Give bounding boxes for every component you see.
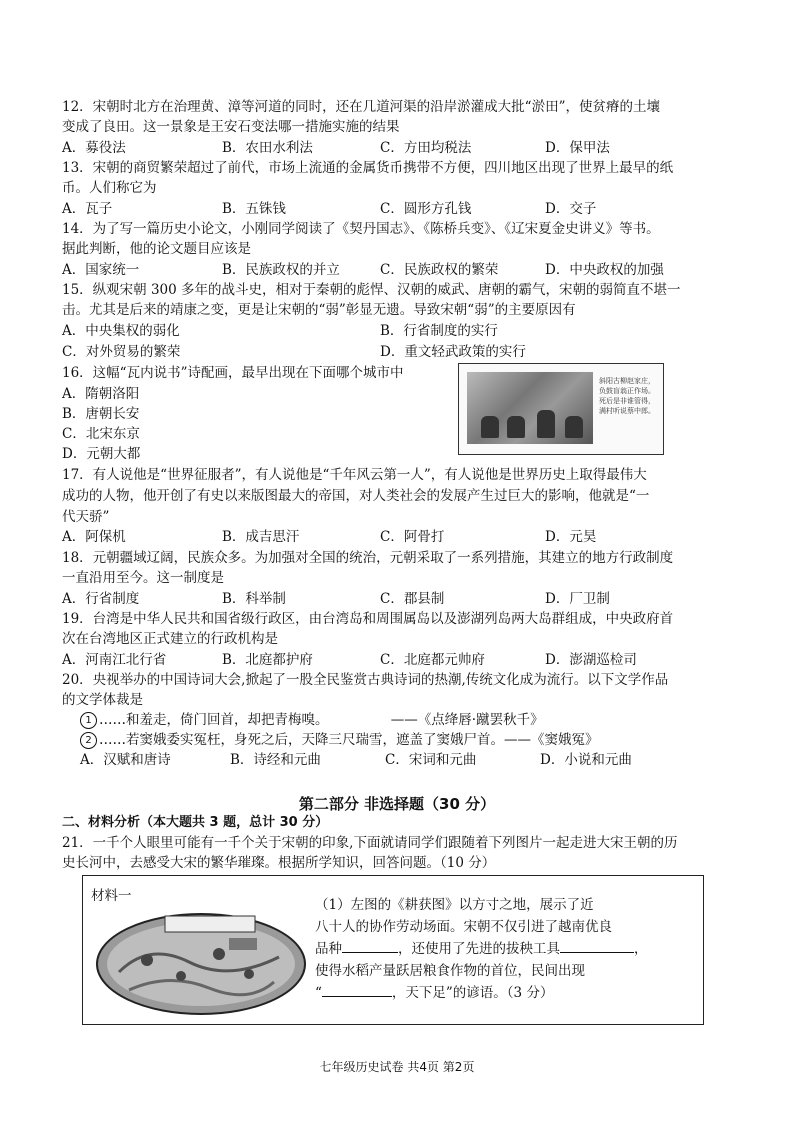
q21-sub1-line1: （1）左图的《耕获图》以方寸之地，展示了近 — [315, 897, 594, 913]
audience-figure — [507, 416, 525, 438]
q13-option-a[interactable]: A．瓦子 — [62, 201, 113, 217]
audience-figure — [565, 416, 583, 438]
q14-stem-line2: 据此判断，他的论文题目应该是 — [62, 241, 251, 257]
audience-figure — [481, 416, 499, 438]
q21-sub1-text: “ — [315, 985, 322, 1001]
q13-option-d[interactable]: D．交子 — [545, 201, 597, 217]
q15-option-a[interactable]: A．中央集权的弱化 — [62, 323, 180, 339]
q15-stem-line2: 击。尤其是后来的靖康之变，更是让宋朝的“弱”彰显无遗。导致宋朝“弱”的主要原因有 — [62, 302, 576, 318]
q21-sub1-line3 — [315, 938, 695, 960]
q21-sub1-line2: 八十人的协作劳动场面。宋朝不仅引进了越南优良 — [315, 919, 612, 935]
answer-blank-variety[interactable] — [342, 938, 398, 953]
material-label: 材料一 — [91, 888, 132, 904]
q19-option-c[interactable]: C．北庭都元帅府 — [380, 652, 485, 668]
q16-option-b[interactable]: B．唐朝长安 — [62, 406, 140, 422]
q14-option-d[interactable]: D．中央政权的加强 — [545, 262, 664, 278]
answer-blank-tool[interactable] — [560, 938, 634, 953]
q21-stem-line1: 21．一千个人眼里可能有一千个关于宋朝的印象,下面就请同学们跟随着下列图片一起走进大宋王朝的历 — [62, 835, 678, 851]
q20-option-b[interactable]: B．诗经和元曲 — [230, 752, 321, 768]
q14-stem-line1: 14．为了写一篇历史小论文，小刚同学阅读了《契丹国志》、《陈桥兵变》、《辽宋夏金史讲义》等书。 — [62, 221, 660, 237]
q17-stem-line3: 代天骄” — [62, 509, 110, 525]
q15-option-d[interactable]: D．重文轻武政策的实行 — [380, 344, 526, 360]
q21-sub1-line5 — [315, 982, 695, 1004]
q20-option-d[interactable]: D．小说和元曲 — [540, 752, 632, 768]
q21-subquestion-1 — [315, 880, 695, 1004]
q18-option-a[interactable]: A．行省制度 — [62, 591, 140, 607]
poem-caption: 斜阳古柳赵家庄，负鼓盲翁正作场。死后是非谁管得，满村听说蔡中郎。 — [599, 377, 655, 415]
q15-option-b[interactable]: B．行省制度的实行 — [380, 323, 498, 339]
material-one-box — [82, 875, 704, 1025]
q20-excerpt-2 — [80, 730, 599, 750]
q13-stem-line1: 13．宋朝的商贸繁荣超过了前代，市场上流通的金属货币携带不方便，四川地区出现了世界上最早的纸 — [62, 160, 674, 176]
q18-option-b[interactable]: B．科举制 — [222, 591, 286, 607]
q20-stem-line1: 20．央视举办的中国诗词大会,掀起了一股全民鉴赏古典诗词的热潮,传统文化成为流行。以下文学作品 — [62, 672, 669, 688]
answer-blank-proverb[interactable] — [322, 982, 392, 997]
page-footer: 七年级历史试卷 共4页 第2页 — [319, 1060, 475, 1074]
storyteller-figure — [537, 410, 555, 438]
q15-option-c[interactable]: C．对外贸易的繁荣 — [62, 344, 181, 360]
q18-stem-line2: 一直沿用至今。这一制度是 — [62, 570, 224, 586]
q16-option-c[interactable]: C．北宋东京 — [62, 426, 140, 442]
q18-option-d[interactable]: D．厂卫制 — [545, 591, 610, 607]
q20-stem-line2: 的文学体裁是 — [62, 692, 143, 708]
q20-option-a[interactable]: A．汉赋和唐诗 — [80, 752, 171, 768]
storytelling-scene-image — [467, 372, 593, 444]
q20-excerpt-1 — [80, 710, 544, 730]
q12-option-b[interactable]: B．农田水利法 — [222, 140, 313, 156]
q21-stem-line2: 史长河中，去感受大宋的繁华璀璨。根据所学知识，回答问题。（10 分） — [62, 855, 496, 871]
q18-stem-line1: 18．元朝疆域辽阔，民族众多。为加强对全国的统治，元朝采取了一系列措施，其建立的地方行政制度 — [62, 550, 674, 566]
q19-option-b[interactable]: B．北庭都护府 — [222, 652, 313, 668]
q21-sub1-text: ， — [634, 941, 648, 957]
q16-option-d[interactable]: D．元朝大都 — [62, 446, 141, 462]
q17-option-c[interactable]: C．阿骨打 — [380, 529, 445, 545]
q20-excerpt-1-source: ——《点绛唇·蹴罢秋千》 — [390, 712, 544, 728]
part2-title: 第二部分 非选择题（30 分） — [298, 795, 496, 813]
q13-option-b[interactable]: B．五铢钱 — [222, 201, 286, 217]
q19-stem-line2: 次在台湾地区正式建立的行政机构是 — [62, 631, 278, 647]
q16-option-a[interactable]: A．隋朝洛阳 — [62, 386, 140, 402]
q13-stem-line2: 币。人们称它为 — [62, 180, 157, 196]
q17-option-a[interactable]: A．阿保机 — [62, 529, 126, 545]
q21-sub1-text: ，天下足”的谚语。（3 分） — [391, 985, 554, 1001]
q19-option-a[interactable]: A．河南江北行省 — [62, 652, 167, 668]
q17-stem-line2: 成功的人物，他开创了有史以来版图最大的帝国，对人类社会的发展产生过巨大的影响，他就是“一 — [62, 488, 650, 504]
q18-option-c[interactable]: C．郡县制 — [380, 591, 445, 607]
q15-stem-line1: 15．纵观宋朝 300 多年的战斗史，相对于秦朝的彪悍、汉朝的威武、唐朝的霸气，宋朝的弱简直不堪一 — [62, 282, 681, 298]
q17-stem-line1: 17．有人说他是“世界征服者”，有人说他是“千年风云第一人”，有人说他是世界历史上取得最伟大 — [62, 467, 647, 483]
storytelling-illustration — [458, 363, 664, 455]
q12-option-a[interactable]: A．募役法 — [62, 140, 126, 156]
q12-option-d[interactable]: D．保甲法 — [545, 140, 610, 156]
q17-option-d[interactable]: D．元昊 — [545, 529, 597, 545]
q21-sub1-line4: 使得水稻产量跃居粮食作物的首位，民间出现 — [315, 963, 585, 979]
q12-stem-line2: 变成了良田。这一景象是王安石变法哪一措施实施的结果 — [62, 119, 400, 135]
circled-number-2: 2 — [80, 732, 97, 749]
harvest-painting-image — [89, 902, 307, 1018]
q12-option-c[interactable]: C．方田均税法 — [380, 140, 472, 156]
q20-excerpt-2-text: ……若窦娥委实冤枉，身死之后，天降三尺瑞雪，遮盖了窦娥尸首。——《窦娥冤》 — [99, 732, 599, 748]
section-header-material-analysis: 二、材料分析（本大题共 3 题，总计 30 分） — [62, 815, 329, 830]
q20-option-c[interactable]: C．宋词和元曲 — [385, 752, 477, 768]
q14-option-c[interactable]: C．民族政权的繁荣 — [380, 262, 499, 278]
circled-number-1: 1 — [80, 712, 97, 729]
q13-option-c[interactable]: C．圆形方孔钱 — [380, 201, 472, 217]
q19-option-d[interactable]: D．澎湖巡检司 — [545, 652, 637, 668]
q17-option-b[interactable]: B．成吉思汗 — [222, 529, 300, 545]
q20-excerpt-1-text: ……和羞走，倚门回首，却把青梅嗅。 — [99, 712, 329, 728]
q16-stem: 16．这幅“瓦内说书”诗配画，最早出现在下面哪个城市中 — [62, 365, 404, 381]
q14-option-a[interactable]: A．国家统一 — [62, 262, 140, 278]
q14-option-b[interactable]: B．民族政权的并立 — [222, 262, 340, 278]
q21-sub1-text: 品种 — [315, 941, 342, 957]
q21-sub1-text: ，还使用了先进的拔秧工具 — [398, 941, 560, 957]
q12-stem-line1: 12．宋朝时北方在治理黄、漳等河道的同时，还在几道河渠的沿岸淤灌成大批“淤田”，使贫瘠的土壤 — [62, 99, 660, 115]
q19-stem-line1: 19．台湾是中华人民共和国省级行政区，由台湾岛和周围属岛以及澎湖列岛两大岛群组成，中央政府首 — [62, 611, 674, 627]
